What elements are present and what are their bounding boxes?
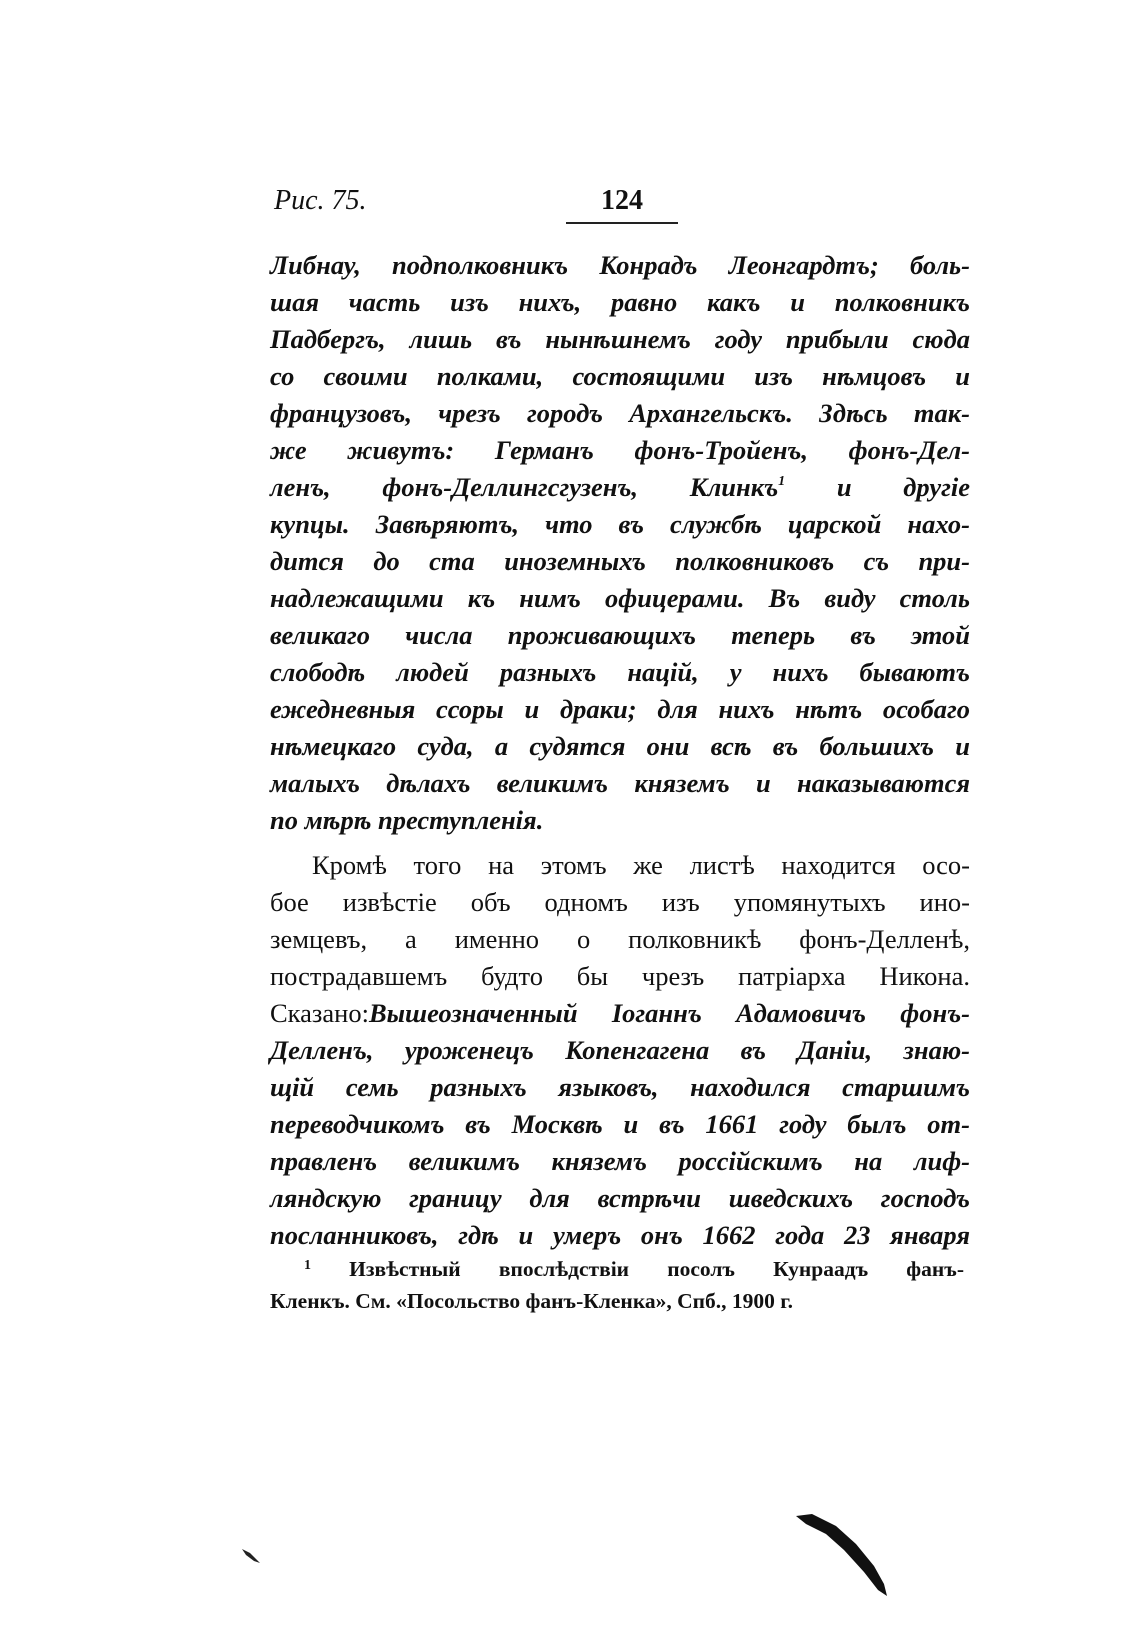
- page-number-rule: [566, 222, 678, 224]
- body-text: [270, 247, 970, 1254]
- text-line-with-footnote: [270, 469, 970, 506]
- text-line: ежедневныя ссоры и драки; для нихъ нѣтъ особаго: [270, 694, 970, 724]
- page-number: 124: [601, 185, 643, 216]
- text-segment-upright: Сказано:: [270, 998, 369, 1028]
- footnote-line: Кленкъ. См. «Посольство фанъ-Кленка», Спб., 1900 г.: [270, 1289, 794, 1313]
- scan-mark: [792, 1510, 892, 1600]
- text-line: бое извѣстіе объ одномъ изъ упомянутыхъ ино-: [270, 887, 970, 917]
- page-header: [268, 185, 968, 225]
- text-line: по мѣрѣ преступленія.: [270, 805, 544, 835]
- text-line: нѣмецкаго суда, а судятся они всѣ въ большихъ и: [270, 731, 970, 761]
- text-line: щій семь разныхъ языковъ, находился старшимъ: [270, 1072, 970, 1102]
- text-line: посланниковъ, гдѣ и умеръ онъ 1662 года 23 января: [270, 1220, 970, 1250]
- text-line: Кромѣ того на этомъ же листѣ находится осо-: [312, 850, 970, 880]
- text-line: дится до ста иноземныхъ полковниковъ съ при-: [270, 546, 970, 576]
- footnote-marker: 1: [778, 474, 786, 489]
- text-segment: и другіе: [836, 472, 970, 502]
- text-line: ляндскую границу для встрѣчи шведскихъ господъ: [270, 1183, 970, 1213]
- text-line: купцы. Завѣряютъ, что въ службѣ царской нахо-: [270, 509, 970, 539]
- text-line: шая часть изъ нихъ, равно какъ и полковникъ: [270, 287, 970, 317]
- text-line: Падбергъ, лишь въ нынѣшнемъ году прибыли сюда: [270, 324, 970, 354]
- footnote-line: [270, 1253, 964, 1285]
- text-line: земцевъ, а именно о полковникѣ фонъ-Делленѣ,: [270, 924, 970, 954]
- text-line: со своими полками, состоящими изъ нѣмцовъ и: [270, 361, 970, 391]
- text-line: Либнау, подполковникъ Конрадъ Леонгардтъ; боль-: [270, 250, 970, 280]
- text-line: Делленъ, уроженецъ Копенгагена въ Даніи, знаю-: [270, 1035, 970, 1065]
- footnote-text: Извѣстный впослѣдствіи посолъ Кунраадъ фанъ-: [349, 1257, 965, 1281]
- text-line: французовъ, чрезъ городъ Архангельскъ. Здѣсь так-: [270, 398, 970, 428]
- text-line: надлежащими къ нимъ офицерами. Въ виду столь: [270, 583, 970, 613]
- text-line: же живутъ: Германъ фонъ-Тройенъ, фонъ-Дел-: [270, 435, 970, 465]
- text-line: переводчикомъ въ Москвѣ и въ 1661 году былъ от-: [270, 1109, 970, 1139]
- text-line: слободѣ людей разныхъ націй, у нихъ бываютъ: [270, 657, 970, 687]
- text-segment: ленъ, фонъ-Деллингсгузенъ, Клинкъ: [270, 472, 779, 502]
- text-line: правленъ великимъ княземъ россійскимъ на лиф-: [270, 1146, 970, 1176]
- text-line: пострадавшемъ будто бы чрезъ патріарха Никона.: [270, 961, 970, 991]
- figure-label: Рис. 75.: [274, 185, 367, 216]
- text-segment-italic: Вышеозначенный Іоганнъ Адамовичъ фонъ-: [368, 998, 970, 1028]
- text-line: малыхъ дѣлахъ великимъ княземъ и наказываются: [270, 768, 970, 798]
- footnote: [270, 1253, 964, 1317]
- footnote-marker: 1: [304, 1258, 311, 1273]
- scan-speck: [240, 1547, 264, 1565]
- text-line-mixed: [270, 995, 970, 1032]
- text-line: великаго числа проживающихъ теперь въ этой: [270, 620, 970, 650]
